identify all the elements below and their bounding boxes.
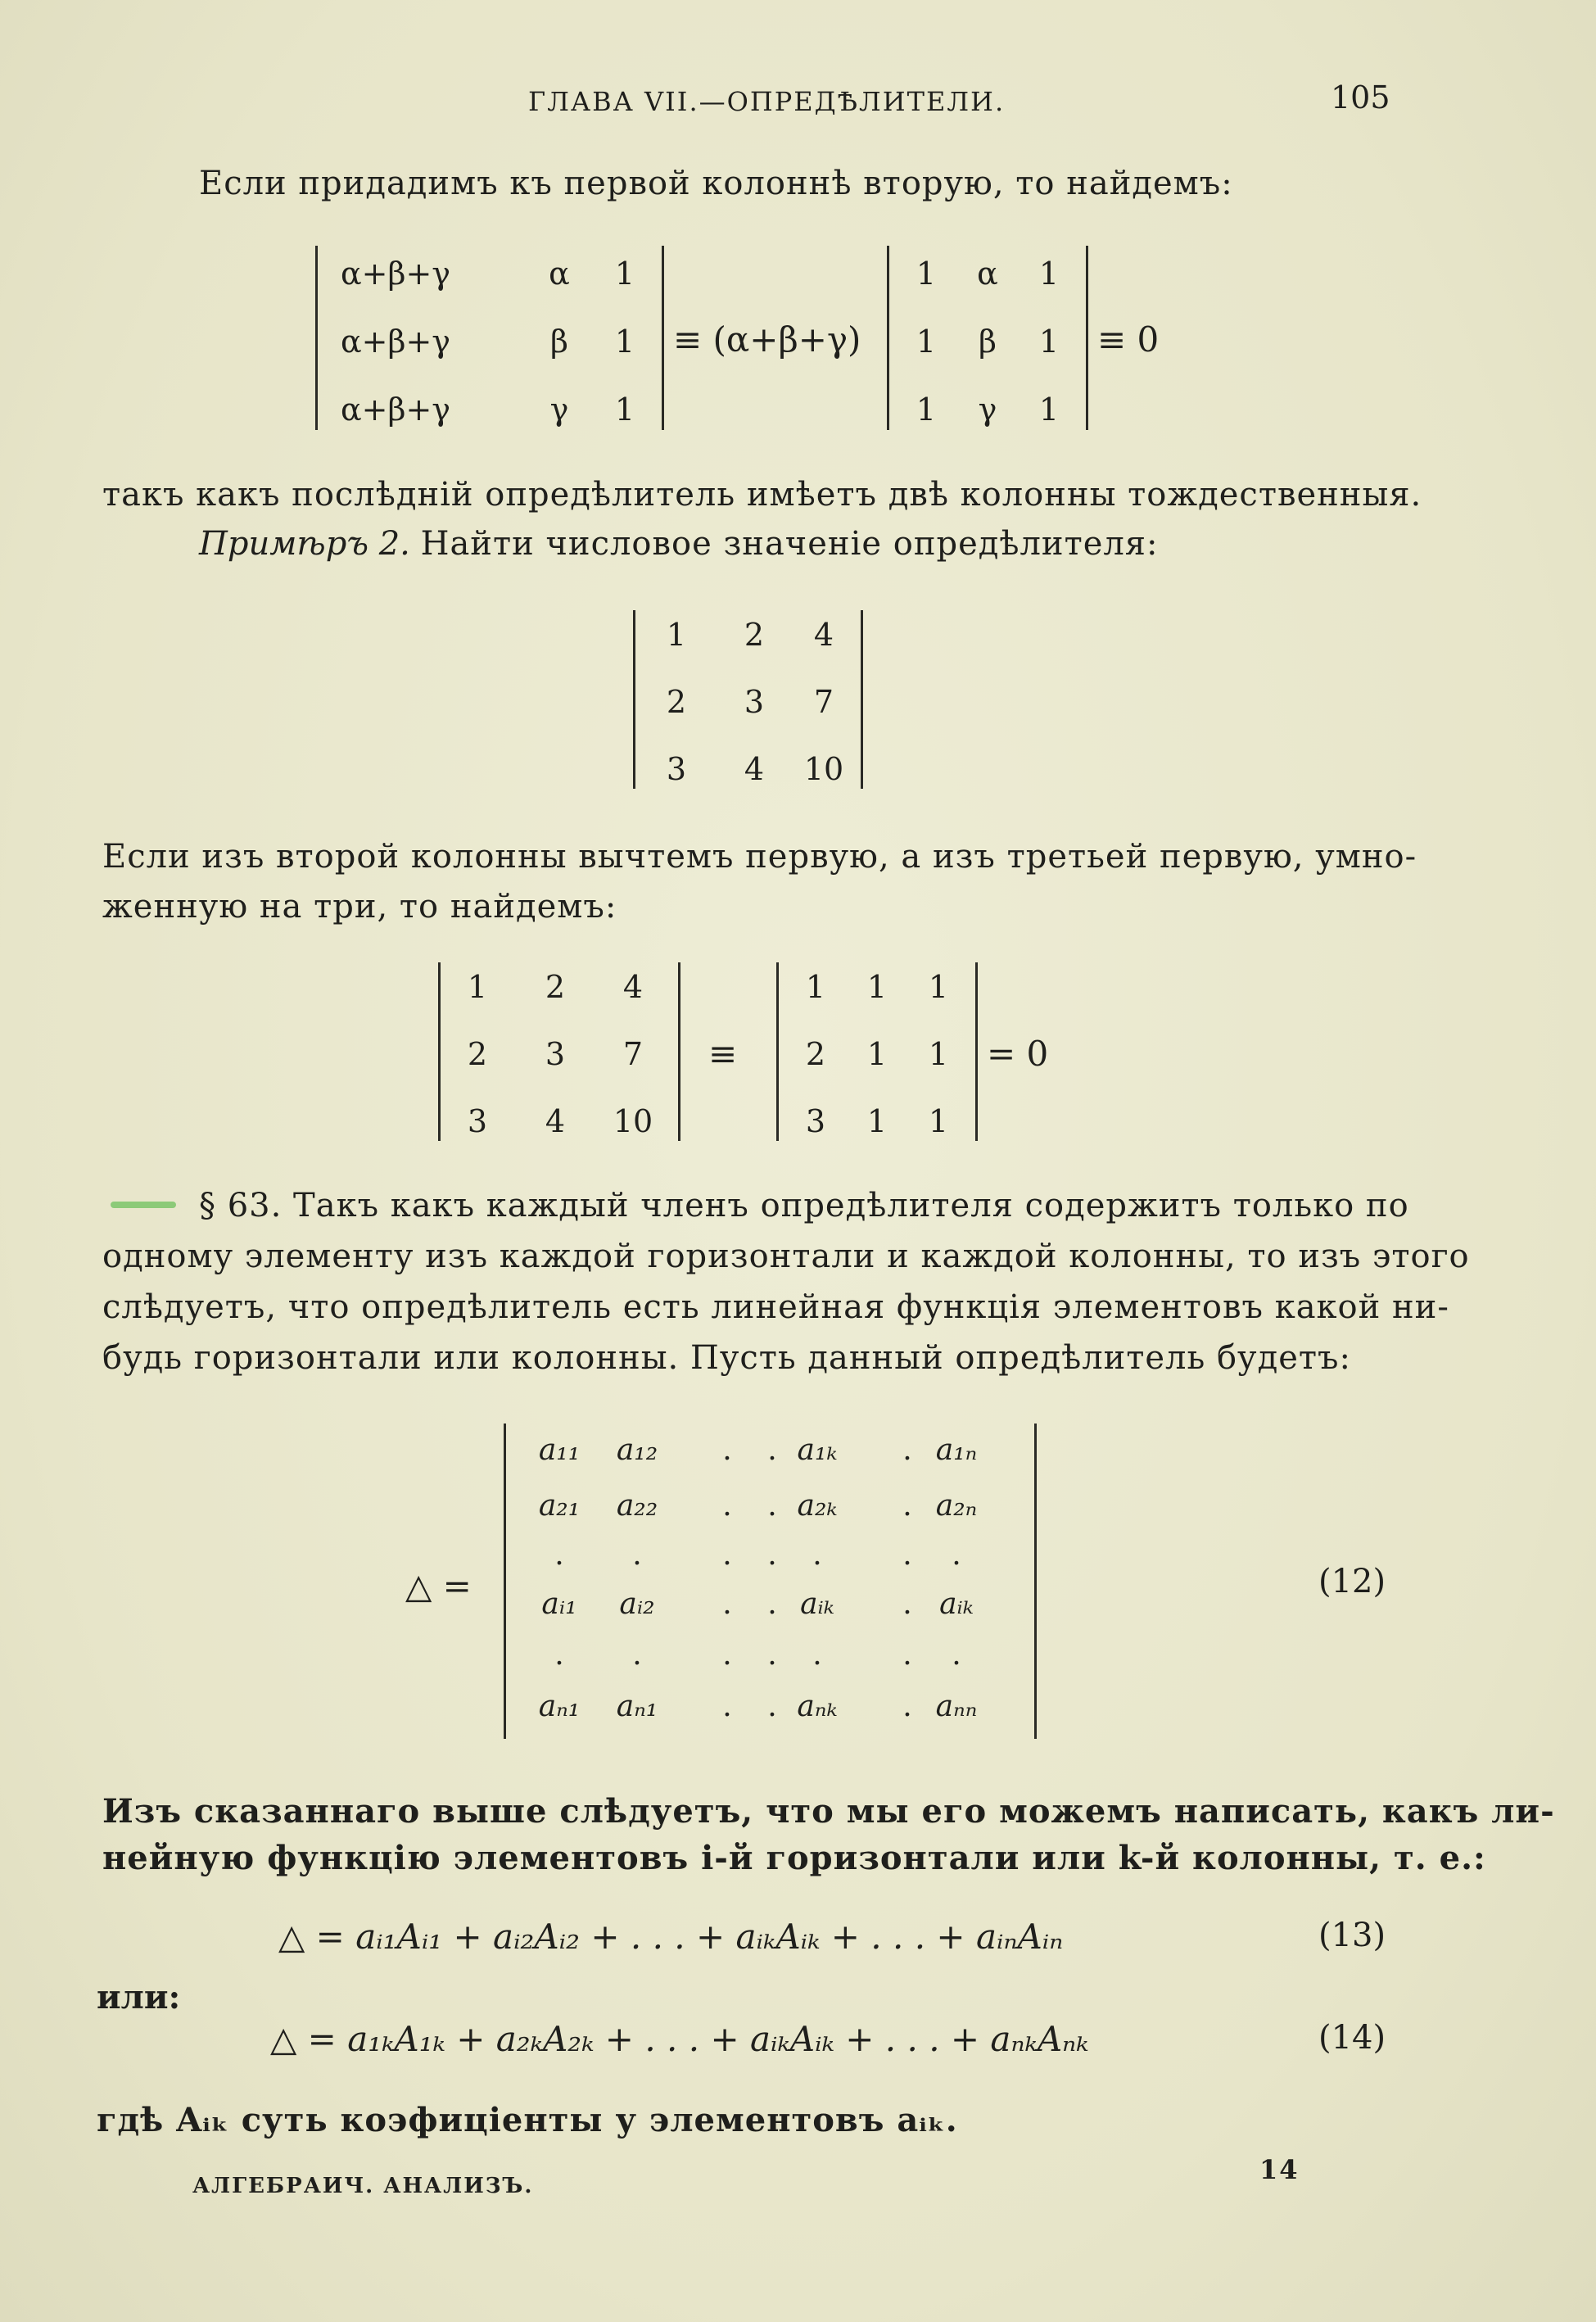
matrix-element: aₙₖ — [797, 1690, 838, 1723]
paragraph-identical-columns: такъ какъ послѣдній опредѣлитель имѣетъ двѣ колонны тождественныя. — [102, 476, 1422, 514]
det-cell: 1 — [614, 256, 635, 292]
matrix-element: aₙ₁ — [616, 1690, 658, 1723]
sheet-number: 14 — [1259, 2154, 1300, 2185]
det-cell: 1 — [805, 969, 826, 1005]
determinant-reduced — [776, 962, 978, 1141]
or-word: или: — [97, 1978, 181, 2016]
page-number: 105 — [1331, 79, 1390, 115]
det-cell: 4 — [744, 751, 765, 787]
det-cell: β — [550, 324, 568, 360]
det-cell: 1 — [928, 1103, 949, 1139]
paragraph-subtract-columns-2: женную на три, то найдемъ: — [102, 888, 617, 926]
det-cell: 2 — [467, 1036, 488, 1072]
matrix-element: aᵢₖ — [939, 1587, 974, 1621]
det-cell: 1 — [1038, 324, 1060, 360]
det-cell: 2 — [545, 969, 566, 1005]
ellipsis-dot: . — [554, 1538, 564, 1572]
ellipsis-dot: . — [767, 1690, 777, 1723]
highlighter-mark — [111, 1202, 176, 1208]
ellipsis-dot: . — [952, 1638, 961, 1672]
det-cell: α+β+γ — [340, 324, 451, 360]
det-cell: 1 — [1038, 256, 1060, 292]
det-cell: β — [979, 324, 997, 360]
matrix-element: a₂ₖ — [797, 1489, 838, 1523]
ellipsis-dot: . — [767, 1489, 777, 1523]
det-cell: 1 — [916, 324, 937, 360]
example-text: Найти числовое значеніе опредѣлителя: — [420, 525, 1159, 563]
determinant-ones — [887, 246, 1088, 430]
running-title: ГЛАВА VII.—ОПРЕДѢЛИТЕЛИ. — [528, 86, 1006, 117]
paragraph-linear-function-1: Изъ сказаннаго выше слѣдуетъ, что мы его можемъ написать, какъ ли- — [102, 1792, 1555, 1831]
det-cell: 1 — [614, 324, 635, 360]
determinant-general — [504, 1424, 1037, 1739]
paragraph-subtract-columns-1: Если изъ второй колонны вычтемъ первую, а изъ третьей первую, умно- — [102, 838, 1417, 876]
determinant-numeric — [633, 610, 863, 789]
equals-factor: ≡ (α+β+γ) — [673, 319, 861, 360]
det-cell: 1 — [866, 1036, 888, 1072]
det-cell: 4 — [813, 617, 834, 653]
ellipsis-dot: . — [902, 1690, 912, 1723]
det-cell: 10 — [803, 751, 844, 787]
det-cell: 1 — [916, 256, 937, 292]
det-cell: 1 — [1038, 392, 1060, 428]
ellipsis-dot: . — [722, 1638, 732, 1672]
det-cell: 3 — [744, 684, 765, 720]
ellipsis-dot: . — [722, 1538, 732, 1572]
det-cell: 7 — [813, 684, 834, 720]
det-cell: α — [549, 256, 570, 292]
equation-number-14: (14) — [1318, 2019, 1386, 2057]
det-cell: α+β+γ — [340, 256, 451, 292]
det-cell: 3 — [666, 751, 687, 787]
equals-zero: = 0 — [987, 1034, 1049, 1074]
det-cell: 1 — [866, 969, 888, 1005]
det-cell: 4 — [622, 969, 644, 1005]
det-cell: 4 — [545, 1103, 566, 1139]
ellipsis-dot: . — [767, 1433, 777, 1467]
det-cell: 3 — [805, 1103, 826, 1139]
delta-lhs: △ = — [405, 1566, 472, 1606]
det-cell: 2 — [805, 1036, 826, 1072]
determinant-original — [438, 962, 680, 1141]
det-cell: 1 — [467, 969, 488, 1005]
paragraph-coefficients: гдѣ Aᵢₖ суть коэфиціенты у элементовъ aᵢₖ. — [97, 2101, 958, 2139]
determinant-alpha-beta-gamma — [315, 246, 664, 430]
paragraph-linear-function-2: нейную функцію элементовъ i-й горизонтали или k-й колонны, т. е.: — [102, 1839, 1486, 1877]
det-cell: 7 — [622, 1036, 644, 1072]
section-63-line-1: § 63. Такъ какъ каждый членъ опредѣлителя содержитъ только по — [199, 1187, 1409, 1224]
matrix-element: a₂ₙ — [935, 1489, 978, 1523]
paragraph-intro: Если придадимъ къ первой колоннѣ вторую, то найдемъ: — [199, 165, 1233, 202]
ellipsis-dot: . — [632, 1538, 642, 1572]
det-cell: 1 — [928, 969, 949, 1005]
example-label: Примѣръ 2. — [199, 525, 410, 563]
det-cell: 3 — [467, 1103, 488, 1139]
matrix-element: aᵢ₂ — [619, 1587, 655, 1621]
equation-number-13: (13) — [1318, 1917, 1386, 1954]
det-cell: 2 — [744, 617, 765, 653]
ellipsis-dot: . — [632, 1638, 642, 1672]
matrix-element: a₁ₙ — [935, 1433, 978, 1467]
det-cell: γ — [978, 392, 997, 428]
det-cell: 1 — [916, 392, 937, 428]
matrix-element: a₂₁ — [538, 1489, 581, 1523]
det-cell: 1 — [866, 1103, 888, 1139]
ellipsis-dot: . — [767, 1538, 777, 1572]
ellipsis-dot: . — [952, 1538, 961, 1572]
ellipsis-dot: . — [554, 1638, 564, 1672]
ellipsis-dot: . — [767, 1638, 777, 1672]
det-cell: γ — [549, 392, 569, 428]
example-2-line — [199, 524, 1159, 564]
section-63-line-4: будь горизонтали или колонны. Пусть данный опредѣлитель будетъ: — [102, 1339, 1351, 1377]
ellipsis-dot: . — [722, 1433, 732, 1467]
det-cell: 1 — [614, 392, 635, 428]
equals-zero: ≡ 0 — [1097, 319, 1160, 360]
signature-line: АЛГЕБРАИЧ. АНАЛИЗЪ. — [192, 2174, 534, 2198]
ellipsis-dot: . — [902, 1587, 912, 1621]
det-cell: 10 — [613, 1103, 653, 1139]
matrix-element: aᵢₖ — [800, 1587, 834, 1621]
matrix-element: aₙ₁ — [538, 1690, 581, 1723]
det-cell: 3 — [545, 1036, 566, 1072]
ellipsis-dot: . — [767, 1587, 777, 1621]
ellipsis-dot: . — [902, 1538, 912, 1572]
ellipsis-dot: . — [722, 1690, 732, 1723]
section-63-line-2: одному элементу изъ каждой горизонтали и каждой колонны, то изъ этого — [102, 1238, 1470, 1275]
matrix-element: a₂₂ — [616, 1489, 658, 1523]
matrix-element: a₁₁ — [538, 1433, 581, 1467]
equals-sign: ≡ — [708, 1034, 738, 1074]
det-cell: 1 — [928, 1036, 949, 1072]
ellipsis-dot: . — [812, 1638, 822, 1672]
ellipsis-dot: . — [722, 1587, 732, 1621]
ellipsis-dot: . — [902, 1433, 912, 1467]
det-cell: 2 — [666, 684, 687, 720]
equation-number-12: (12) — [1318, 1563, 1386, 1600]
equation-13: △ = aᵢ₁Aᵢ₁ + aᵢ₂Aᵢ₂ + . . . + aᵢₖAᵢₖ + . . . + aᵢₙAᵢₙ — [278, 1917, 1064, 1957]
matrix-element: a₁ₖ — [797, 1433, 838, 1467]
ellipsis-dot: . — [722, 1489, 732, 1523]
section-63-line-3: слѣдуетъ, что опредѣлитель есть линейная функція элементовъ какой ни- — [102, 1288, 1449, 1326]
det-cell: α+β+γ — [340, 392, 451, 428]
equation-14: △ = a₁ₖA₁ₖ + a₂ₖA₂ₖ + . . . + aᵢₖAᵢₖ + . . . + aₙₖAₙₖ — [270, 2019, 1089, 2059]
matrix-element: aᵢ₁ — [541, 1587, 577, 1621]
matrix-element: a₁₂ — [616, 1433, 658, 1467]
matrix-element: aₙₙ — [935, 1690, 978, 1723]
det-cell: α — [977, 256, 998, 292]
ellipsis-dot: . — [902, 1489, 912, 1523]
ellipsis-dot: . — [812, 1538, 822, 1572]
det-cell: 1 — [666, 617, 687, 653]
ellipsis-dot: . — [902, 1638, 912, 1672]
